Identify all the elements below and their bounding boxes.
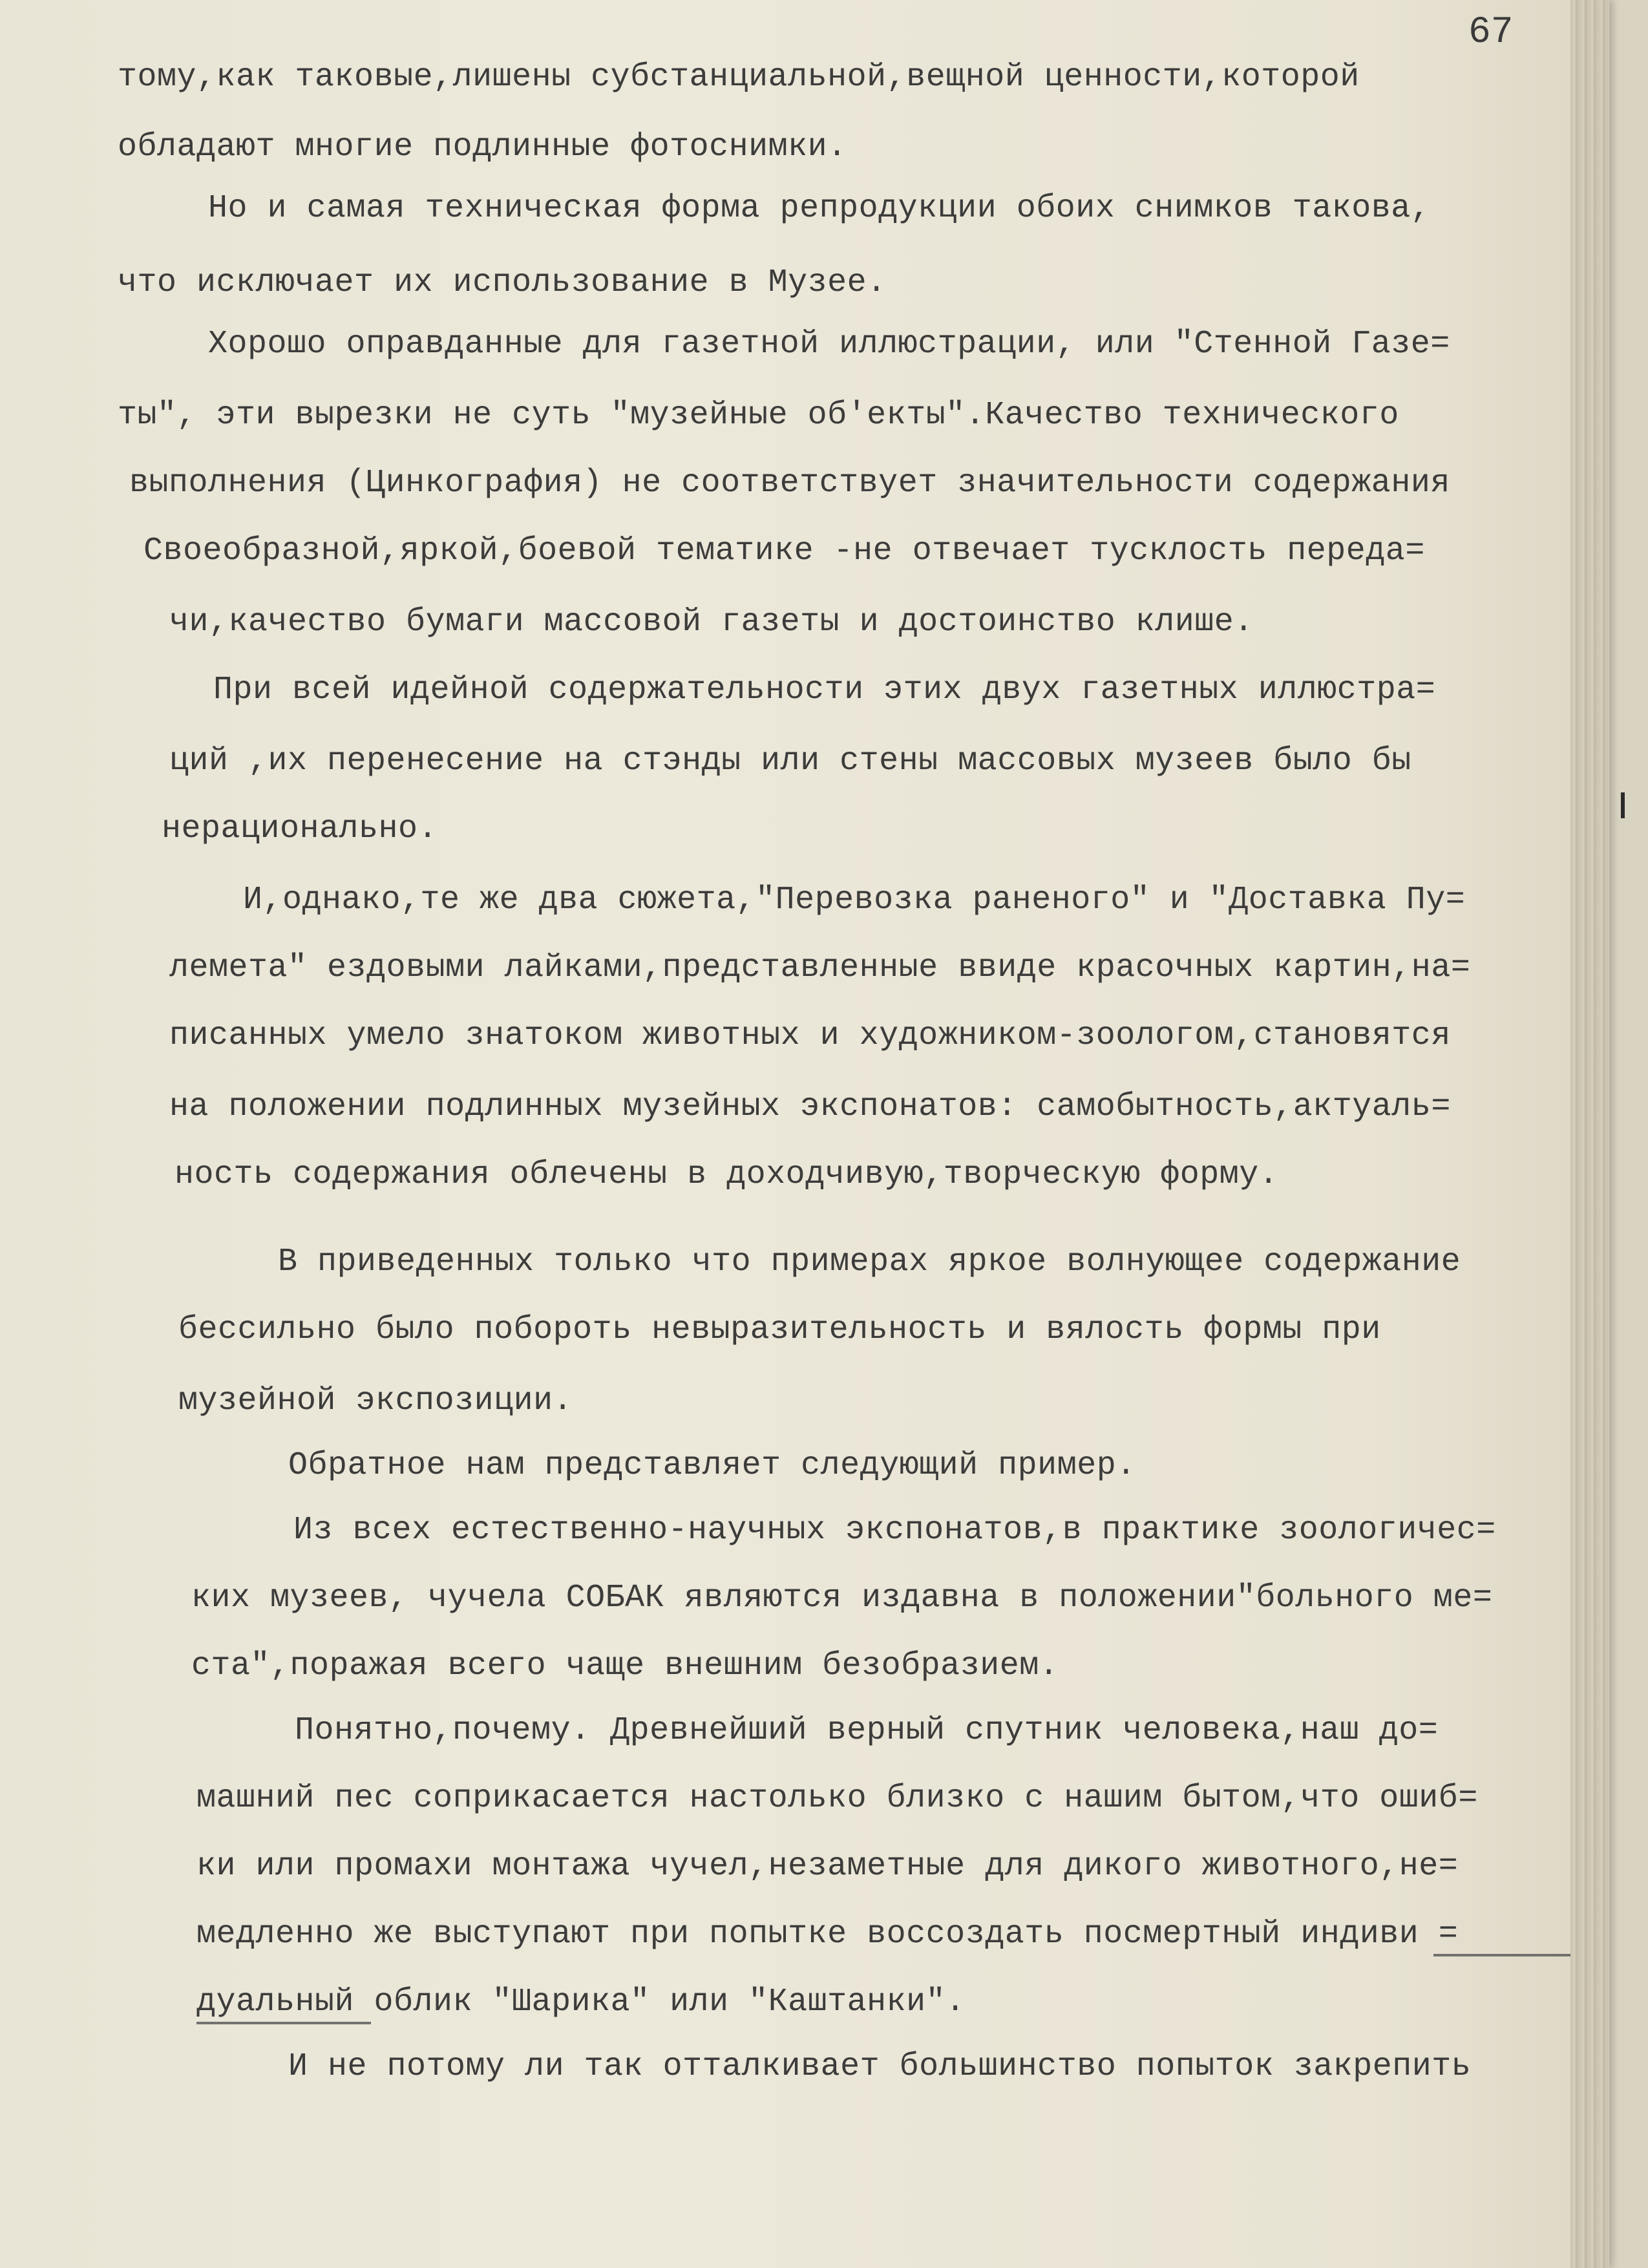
text-line: музейной экспозиции. bbox=[178, 1383, 573, 1419]
text-line: ки или промахи монтажа чучел,незаметные для дикого животного,не= bbox=[196, 1848, 1459, 1885]
text-line: Из всех естественно-научных экспонатов,в практике зоологичес= bbox=[293, 1512, 1496, 1549]
text-line: на положении подлинных музейных экспонатов: самобытность,актуаль= bbox=[169, 1088, 1451, 1125]
text-line: лемета" ездовыми лайками,представленные ввиде красочных картин,на= bbox=[169, 949, 1471, 986]
text-line: Своеобразной,яркой,боевой тематике -не отвечает тусклость переда= bbox=[143, 533, 1425, 569]
text-line: Понятно,почему. Древнейший верный спутник человека,наш до= bbox=[295, 1712, 1439, 1749]
text-line: писанных умело знатоком животных и художником-зоологом,становятся bbox=[169, 1017, 1451, 1054]
text-line: Обратное нам представляет следующий пример. bbox=[288, 1447, 1136, 1484]
text-line: Хорошо оправданные для газетной иллюстрации, или "Стенной Газе= bbox=[208, 326, 1450, 363]
text-line: ких музеев, чучела СОБАК являются издавна в положении"больного ме= bbox=[191, 1580, 1493, 1616]
text-line: ты", эти вырезки не суть "музейные об'екты".Качество технического bbox=[118, 397, 1399, 434]
text-line: Но и самая техническая форма репродукции обоих снимков такова, bbox=[208, 190, 1431, 227]
text-line: что исключает их использование в Музее. bbox=[118, 264, 887, 301]
text-line: ста",поражая всего чаще внешним безобразием. bbox=[191, 1648, 1059, 1684]
handwritten-underline bbox=[196, 2022, 371, 2024]
page-edge-strip bbox=[1570, 0, 1609, 2268]
text-line: И,однако,те же два сюжета,"Перевозка раненого" и "Доставка Пу= bbox=[243, 882, 1466, 918]
text-line: В приведенных только что примерах яркое волнующее содержание bbox=[278, 1244, 1461, 1280]
text-line: чи,качество бумаги массовой газеты и достоинство клише. bbox=[169, 604, 1254, 641]
text-line: ций ,их перенесение на стэнды или стены массовых музеев было бы bbox=[169, 743, 1411, 779]
text-line: И не потому ли так отталкивает большинство попыток закрепить bbox=[288, 2048, 1472, 2085]
text-line: медленно же выступают при попытке воссоздать посмертный индиви = bbox=[196, 1916, 1459, 1953]
text-line: бессильно было побороть невыразительность и вялость формы при bbox=[178, 1311, 1381, 1348]
handwritten-underline bbox=[1433, 1954, 1570, 1956]
text-line: выполнения (Цинкография) не соответствует значительности содержания bbox=[129, 465, 1450, 502]
text-line: дуальный облик "Шарика" или "Каштанки". bbox=[196, 1984, 966, 2020]
text-line: машний пес соприкасается настолько близко с нашим бытом,что ошиб= bbox=[196, 1780, 1478, 1817]
text-line: нерационально. bbox=[162, 811, 438, 847]
text-line: ность содержания облечены в доходчивую,творческую форму. bbox=[174, 1156, 1279, 1193]
page-number: 67 bbox=[1468, 12, 1514, 54]
text-line: тому,как таковые,лишены субстанциальной,вещной ценности,которой bbox=[118, 59, 1360, 96]
margin-mark bbox=[1621, 792, 1625, 818]
text-line: обладают многие подлинные фотоснимки. bbox=[118, 129, 847, 165]
text-line: При всей идейной содержательности этих двух газетных иллюстра= bbox=[213, 672, 1436, 708]
